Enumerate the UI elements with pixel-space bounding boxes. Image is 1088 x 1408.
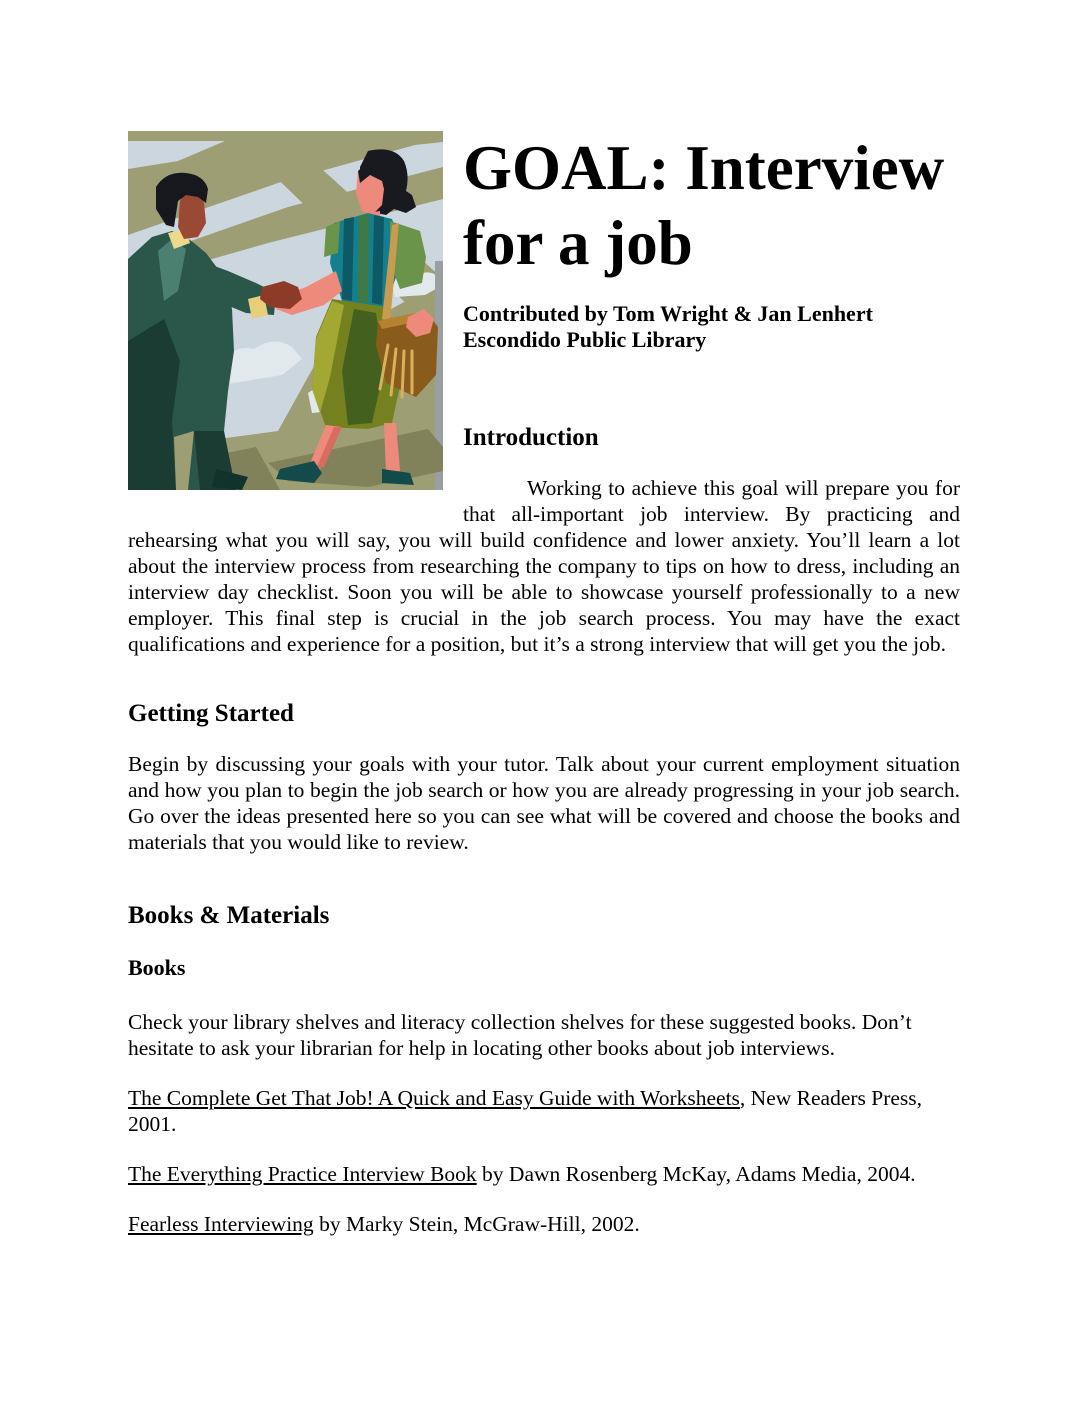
handshake-illustration	[128, 131, 443, 490]
book-entry-1	[128, 1085, 960, 1137]
book-title-1: The Complete Get That Job! A Quick and Easy Guide with Worksheets	[128, 1086, 740, 1110]
book-entry-2	[128, 1161, 960, 1187]
introduction-paragraph: Working to achieve this goal will prepare you for that all-important job interview. By practicing and rehearsing what you will say, you will build confidence and lower anxiety. You’ll learn a lot about the interview process from researching the company to tips on how to dress, including an interview day checklist. Soon you will be able to showcase yourself professionally to a new employer. This final step is crucial in the job search process. You may have the exact qualifications and experience for a position, but it’s a strong interview that will get you the job.	[128, 476, 960, 656]
book-entry-3	[128, 1211, 960, 1237]
section-heading-books-materials: Books & Materials	[128, 902, 330, 929]
book-title-2: The Everything Practice Interview Book	[128, 1162, 477, 1186]
section-heading-introduction: Introduction	[463, 424, 599, 451]
page-title-line-2: for a job	[463, 208, 693, 278]
byline-organization: Escondido Public Library	[463, 327, 707, 352]
byline-contributors: Contributed by Tom Wright & Jan Lenhert	[463, 301, 873, 326]
book-details-3: by Marky Stein, McGraw-Hill, 2002.	[313, 1212, 640, 1236]
books-intro-paragraph: Check your library shelves and literacy collection shelves for these suggested books. Don’t hesitate to ask your librarian for help in locating other books about job interviews.	[128, 1010, 912, 1060]
section-heading-getting-started: Getting Started	[128, 700, 294, 727]
getting-started-paragraph: Begin by discussing your goals with your tutor. Talk about your current employment situation and how you plan to begin the job search or how you are already progressing in your job search. Go over the ideas presented here so you can see what will be covered and choose the books and materials that you would like to review.	[128, 752, 960, 854]
page-title-line-1: GOAL: Interview	[463, 133, 945, 203]
book-details-1: , New Readers Press, 2001.	[128, 1086, 923, 1136]
book-title-3: Fearless Interviewing	[128, 1212, 314, 1236]
handshake-clipart-svg	[128, 131, 443, 490]
subheading-books: Books	[128, 955, 186, 980]
book-details-2: by Dawn Rosenberg McKay, Adams Media, 2004.	[476, 1162, 916, 1186]
